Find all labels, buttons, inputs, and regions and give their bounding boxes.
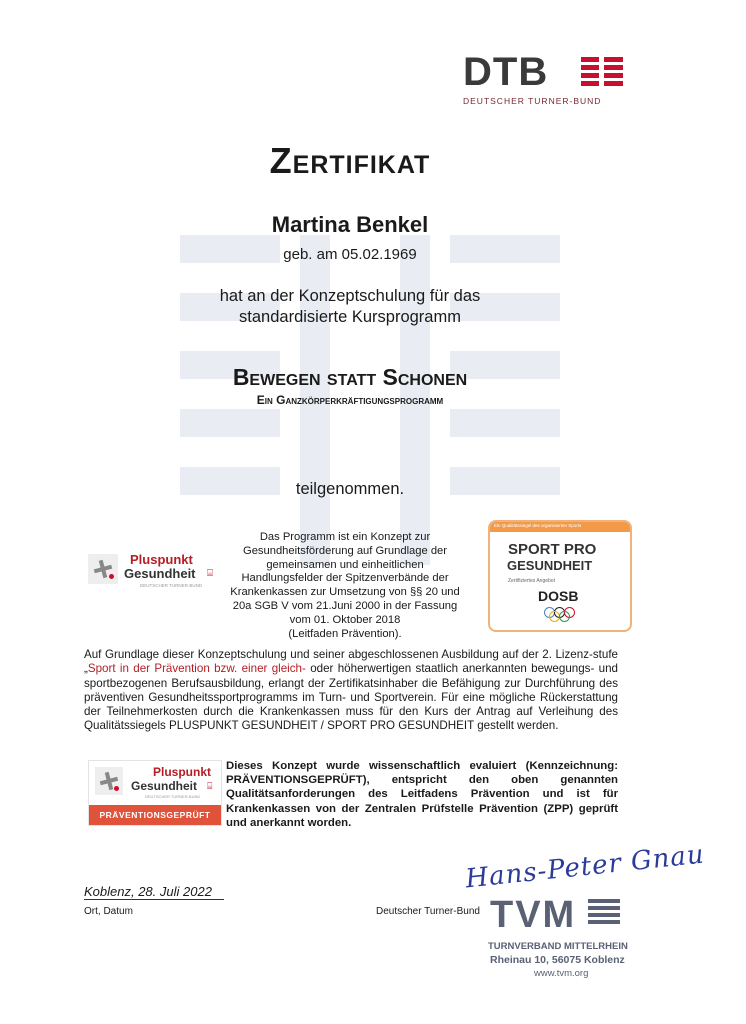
main-paragraph xyxy=(84,648,618,734)
dtb-bars-divider xyxy=(599,55,604,91)
concept-line: vom 01. Oktober 2018 xyxy=(289,613,401,626)
paragraph-part1: Auf Grundlage dieser Konzeptschulung und seiner abgeschlossenen Ausbildung auf der 2. Lizenz-stufe „ xyxy=(84,648,618,676)
tvm-stamp-word: TVM xyxy=(490,894,577,936)
recipient-name: Martina Benkel xyxy=(271,212,429,237)
olympic-rings-icon xyxy=(544,607,584,619)
tvm-bars-icon xyxy=(588,899,620,927)
badge-line2: Gesundheit xyxy=(131,779,198,793)
dtb-logo-subtitle: DEUTSCHER TURNER-BUND xyxy=(463,96,602,106)
sport-pro-line2: GESUNDHEIT xyxy=(507,558,593,573)
concept-line: gemeinsamen und einheitlichen xyxy=(266,558,424,571)
org-label: Deutscher Turner-Bund xyxy=(376,906,480,917)
tvm-stamp-line1: TURNVERBAND MITTELRHEIN xyxy=(488,941,628,952)
pluspunkt-line1: Pluspunkt xyxy=(130,552,193,567)
pluspunkt-line2: Gesundheit xyxy=(124,566,196,581)
place-date-label: Ort, Datum xyxy=(84,906,133,917)
concept-line: Das Programm ist ein Konzept zur xyxy=(259,531,431,543)
badge-small: DEUTSCHER TURNER-BUND xyxy=(145,794,201,799)
birth-date: geb. am 05.02.1969 xyxy=(283,246,417,263)
place-date: Koblenz, 28. Juli 2022 xyxy=(84,884,224,900)
evaluation-text: Dieses Konzept wurde wissenschaftlich evaluiert (Kennzeichnung: PRÄVENTIONSGEPRÜFT), entspricht den oben genannten Qualitätsanforderungen des Leitfadens Prävention und ist für Krankenkassen von der Zentralen Prüfstelle Prävention (ZPP) geprüft und anerkannt worden. xyxy=(226,760,618,829)
concept-line: Gesundheitsförderung auf Grundlage der xyxy=(243,544,447,557)
tvm-stamp xyxy=(484,895,644,985)
badge-line1: Pluspunkt xyxy=(153,765,212,779)
praeventionsgeprueft-badge xyxy=(88,760,222,826)
badge-plus-icon xyxy=(95,767,123,795)
dtb-logo xyxy=(463,52,633,110)
intro-line-2: standardisierte Kursprogramm xyxy=(239,308,461,326)
pluspunkt-plus-icon xyxy=(88,554,118,584)
certificate-title: Zertifikat xyxy=(269,140,431,181)
concept-text xyxy=(210,531,480,641)
dtb-logo-word: DTB xyxy=(463,50,549,94)
program-subtitle: Ein Ganzkörperkräftigungsprogramm xyxy=(256,393,444,407)
concept-line: Krankenkassen zur Umsetzung von §§ 20 und xyxy=(230,586,460,599)
concept-line: 20a SGB V vom 21.Juni 2000 in der Fassung xyxy=(232,599,458,612)
participated-text: teilgenommen. xyxy=(295,480,405,498)
dosb-logo: DOSB xyxy=(538,588,579,604)
pluspunkt-small: DEUTSCHER TURNER-BUND xyxy=(140,583,203,588)
pluspunkt-dtb-icon: ⌸ xyxy=(207,568,213,579)
paragraph-part2: oder höherwertigen staatlich anerkannten bewegungs- und sportbezogenen Berufsausbildung, erlangt der Zertifikatsinhaber die Befähigung zur Durchführung des präventiven Gesundheitssportprogramms im Turn- und Sportverein. Für eine mögliche Rückerstattung der Teilnehmerkosten durch die Krankenkassen muss für den Kurs der Antrag auf Verleihung des Qualitätssiegels PLUSPUNKT GESUNDHEIT / SPORT PRO GESUNDHEIT gestellt werden. xyxy=(84,662,618,733)
concept-line: Handlungsfelder der Spitzenverbände der xyxy=(241,572,449,585)
sport-pro-top-text: Ein Qualitätssiegel des organisierten Sports xyxy=(494,523,582,528)
badge-banner: PRÄVENTIONSGEPRÜFT xyxy=(89,805,221,825)
signature: Hans-Peter Gnau xyxy=(464,839,706,895)
badge-dtb-icon: ⌸ xyxy=(207,781,213,791)
tvm-stamp-line3: www.tvm.org xyxy=(534,968,589,979)
intro-line-1: hat an der Konzeptschulung für das xyxy=(219,287,481,305)
sport-pro-small: Zertifiziertes Angebot xyxy=(508,578,555,584)
sport-pro-line1: SPORT PRO xyxy=(508,541,597,558)
program-title: Bewegen statt Schonen xyxy=(232,364,468,390)
concept-line: (Leitfaden Prävention). xyxy=(288,627,402,640)
sport-pro-gesundheit-logo xyxy=(488,520,632,632)
paragraph-highlight: Sport in der Prävention bzw. einer gleich- xyxy=(87,662,306,676)
tvm-stamp-line2: Rheinau 10, 56075 Koblenz xyxy=(490,954,625,966)
